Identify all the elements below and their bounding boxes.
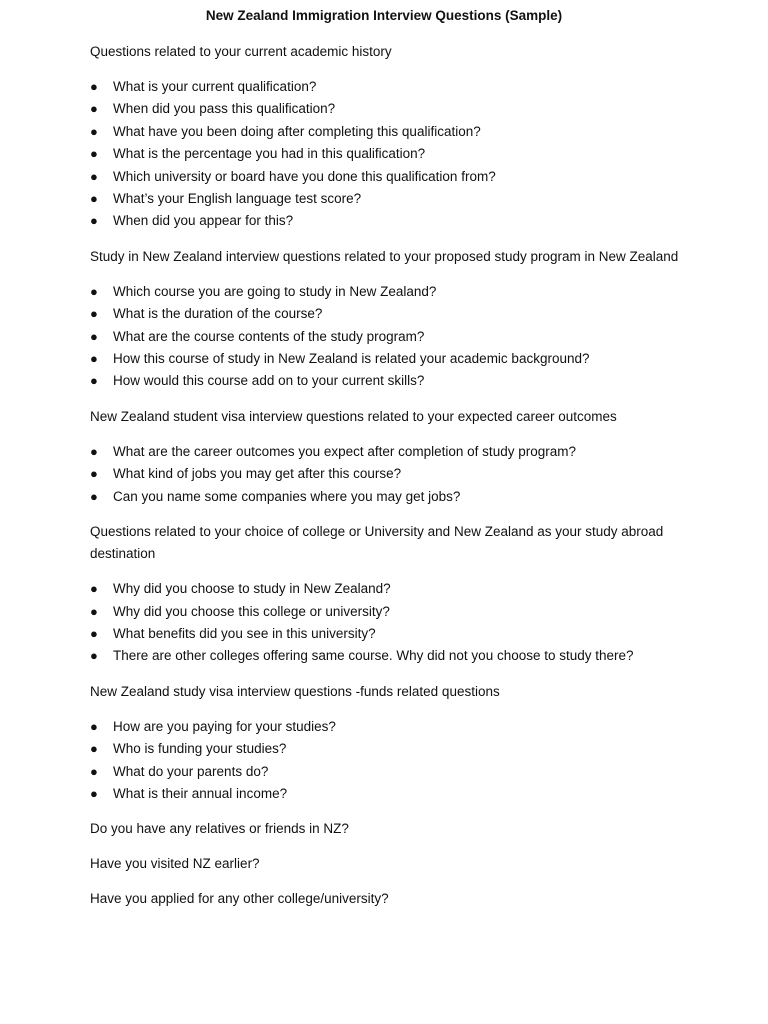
closing-question: Do you have any relatives or friends in NZ? <box>90 821 349 837</box>
question-text: Which course you are going to study in New Zealand? <box>113 283 437 299</box>
bullet-icon: ● <box>90 328 98 344</box>
section-heading: Study in New Zealand interview questions related to your proposed study program in New Zealand <box>90 248 679 264</box>
bullet-icon: ● <box>90 488 98 504</box>
bullet-icon: ● <box>90 101 98 117</box>
question-text: What’s your English language test score? <box>113 191 362 207</box>
bullet-icon: ● <box>90 763 98 779</box>
closing-question: Have you applied for any other college/university? <box>90 891 389 907</box>
list-item <box>90 463 690 485</box>
question-text: What is the duration of the course? <box>113 306 323 322</box>
closing-questions <box>90 818 690 910</box>
section-academic-history <box>90 41 690 233</box>
list-item <box>90 578 690 600</box>
list-item <box>90 98 690 120</box>
list-item <box>90 783 690 805</box>
question-text: What do your parents do? <box>113 763 269 779</box>
bullet-icon: ● <box>90 351 98 367</box>
question-text: Why did you choose this college or university? <box>113 603 390 619</box>
bullet-icon: ● <box>90 146 98 162</box>
list-item <box>90 370 690 392</box>
question-list <box>90 76 690 233</box>
bullet-icon: ● <box>90 373 98 389</box>
bullet-icon: ● <box>90 603 98 619</box>
section-college-choice <box>90 521 690 668</box>
closing-question: Have you visited NZ earlier? <box>90 856 260 872</box>
section-heading: Questions related to your choice of college or University and New Zealand as your study abroad destination <box>90 524 664 562</box>
bullet-icon: ● <box>90 785 98 801</box>
question-text: What are the career outcomes you expect after completion of study program? <box>113 443 576 459</box>
list-item <box>90 716 690 738</box>
list-item <box>90 623 690 645</box>
bullet-icon: ● <box>90 648 98 664</box>
list-item <box>90 761 690 783</box>
question-text: How would this course add on to your current skills? <box>113 373 425 389</box>
question-text: How are you paying for your studies? <box>113 718 336 734</box>
question-text: What benefits did you see in this university? <box>113 625 376 641</box>
list-item <box>90 166 690 188</box>
list-item <box>90 121 690 143</box>
section-heading: New Zealand study visa interview questions -funds related questions <box>90 683 500 699</box>
document-title: New Zealand Immigration Interview Questions (Sample) <box>205 8 563 23</box>
question-text: How this course of study in New Zealand is related your academic background? <box>113 351 590 367</box>
bullet-icon: ● <box>90 123 98 139</box>
question-text: Why did you choose to study in New Zealand? <box>113 581 391 597</box>
question-text: When did you pass this qualification? <box>113 101 336 117</box>
section-career-outcomes <box>90 406 690 508</box>
list-item <box>90 143 690 165</box>
list-item <box>90 303 690 325</box>
section-heading: New Zealand student visa interview questions related to your expected career outcomes <box>90 408 617 424</box>
section-proposed-study-program <box>90 246 690 393</box>
section-heading: Questions related to your current academic history <box>90 44 392 59</box>
bullet-icon: ● <box>90 443 98 459</box>
question-text: What is their annual income? <box>113 785 288 801</box>
question-text: There are other colleges offering same course. Why did not you choose to study there? <box>113 648 634 664</box>
document-body <box>90 41 690 923</box>
bullet-icon: ● <box>90 741 98 757</box>
section-funds <box>90 681 690 806</box>
bullet-icon: ● <box>90 283 98 299</box>
list-item <box>90 76 690 98</box>
question-text: Which university or board have you done this qualification from? <box>113 168 496 184</box>
bullet-icon: ● <box>90 466 98 482</box>
list-item <box>90 645 690 667</box>
question-list <box>90 441 690 508</box>
bullet-icon: ● <box>90 306 98 322</box>
question-list <box>90 281 690 393</box>
question-text: When did you appear for this? <box>113 213 294 229</box>
question-text: What is your current qualification? <box>113 79 317 94</box>
question-list <box>90 578 690 668</box>
list-item <box>90 348 690 370</box>
question-text: What kind of jobs you may get after this course? <box>113 466 402 482</box>
list-item <box>90 486 690 508</box>
question-text: Can you name some companies where you may get jobs? <box>113 488 461 504</box>
bullet-icon: ● <box>90 213 98 229</box>
list-item <box>90 441 690 463</box>
question-list <box>90 716 690 806</box>
question-text: What is the percentage you had in this qualification? <box>113 146 426 162</box>
list-item <box>90 601 690 623</box>
bullet-icon: ● <box>90 581 98 597</box>
bullet-icon: ● <box>90 625 98 641</box>
list-item <box>90 188 690 210</box>
bullet-icon: ● <box>90 79 98 94</box>
question-text: Who is funding your studies? <box>113 741 287 757</box>
question-text: What are the course contents of the study program? <box>113 328 425 344</box>
list-item <box>90 210 690 232</box>
bullet-icon: ● <box>90 718 98 734</box>
list-item <box>90 281 690 303</box>
bullet-icon: ● <box>90 191 98 207</box>
list-item <box>90 326 690 348</box>
list-item <box>90 738 690 760</box>
question-text: What have you been doing after completing this qualification? <box>113 123 481 139</box>
bullet-icon: ● <box>90 168 98 184</box>
